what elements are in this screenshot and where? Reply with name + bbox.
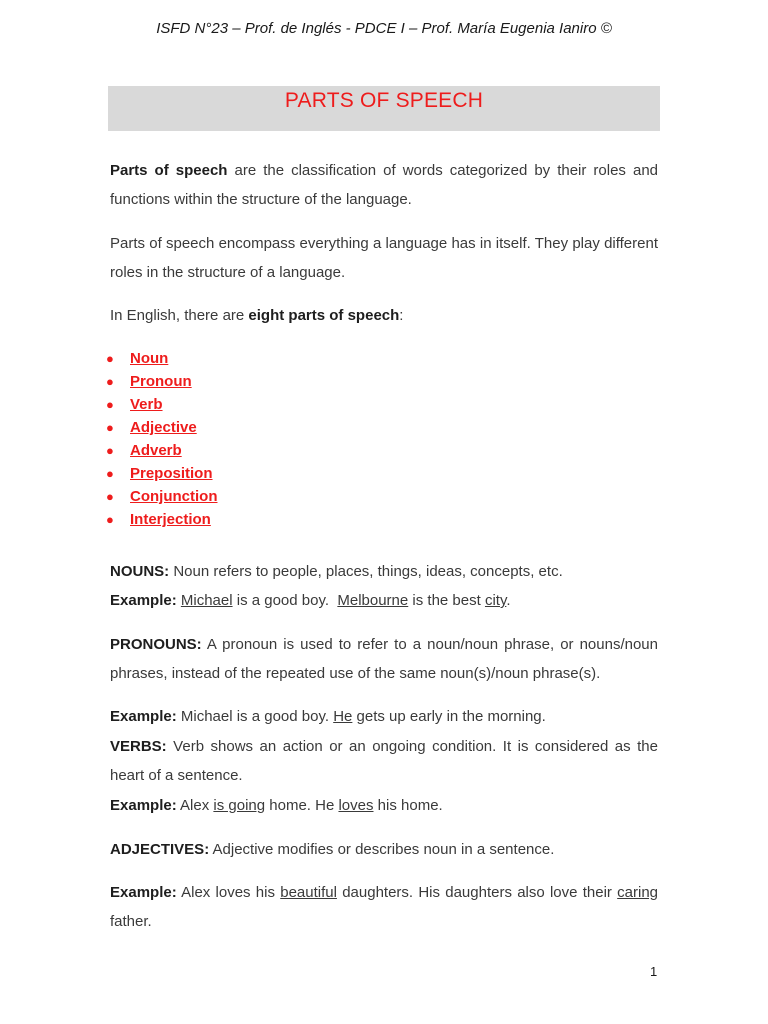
link-adjective[interactable]: Adjective [130, 419, 197, 436]
nouns-definition-text: Noun refers to people, places, things, ideas, concepts, etc. [169, 563, 563, 580]
adjectives-definition [110, 835, 658, 864]
bullet-icon: ● [106, 443, 114, 458]
bullet-icon: ● [106, 420, 114, 435]
list-item [106, 508, 410, 531]
example-text: . [506, 592, 511, 609]
link-interjection[interactable]: Interjection [130, 511, 211, 528]
intro-paragraph-3 [110, 301, 658, 330]
intro-paragraph-1 [110, 156, 658, 214]
link-adverb[interactable]: Adverb [130, 442, 182, 459]
bullet-icon: ● [106, 351, 114, 366]
bullet-icon: ● [106, 374, 114, 389]
link-conjunction[interactable]: Conjunction [130, 488, 218, 505]
underlined-word: city [484, 592, 507, 609]
underlined-word: loves [338, 797, 374, 814]
verbs-example [110, 791, 658, 820]
example-text: is the best [408, 592, 485, 609]
intro-emphasis: eight parts of speech [248, 307, 400, 324]
bullet-icon: ● [106, 466, 114, 481]
verbs-heading: VERBS: [110, 738, 167, 755]
page-number: 1 [650, 964, 658, 979]
list-item [106, 393, 410, 416]
intro-definition: are the classification of words categorized by their roles and functions within the structure of the language. [110, 162, 658, 208]
underlined-word: caring [617, 884, 659, 901]
example-text: Alex [176, 797, 214, 814]
link-pronoun[interactable]: Pronoun [130, 373, 192, 390]
intro-text: In English, there are [110, 307, 249, 324]
example-label: Example: [110, 592, 177, 609]
underlined-word: beautiful [280, 884, 337, 901]
list-item [106, 370, 410, 393]
example-text: father. [110, 913, 152, 930]
example-text: daughters. His daughters also love their [336, 884, 618, 901]
list-item [106, 462, 410, 485]
example-text: home. He [265, 797, 339, 814]
intro-colon: : [399, 307, 404, 324]
list-item [106, 485, 410, 508]
title-band [108, 86, 660, 131]
nouns-heading: NOUNS: [110, 563, 170, 580]
pronouns-definition [110, 630, 658, 688]
bullet-icon: ● [106, 489, 114, 504]
parts-of-speech-list [106, 347, 410, 531]
list-item [106, 347, 410, 370]
link-verb[interactable]: Verb [130, 396, 163, 413]
verbs-definition-text: Verb shows an action or an ongoing condition. It is considered as the heart of a sentence. [110, 738, 658, 784]
bullet-icon: ● [106, 512, 114, 527]
example-label: Example: [110, 884, 177, 901]
adjectives-heading: ADJECTIVES: [110, 841, 210, 858]
bullet-icon: ● [106, 397, 114, 412]
page-header: ISFD N°23 – Prof. de Inglés - PDCE I – Prof. María Eugenia Ianiro © [156, 20, 612, 37]
example-label: Example: [110, 708, 177, 725]
intro-paragraph-2: Parts of speech encompass everything a language has in itself. They play different roles in the structure of a language. [110, 235, 658, 281]
pronouns-definition-text: A pronoun is used to refer to a noun/noun phrase, or nouns/noun phrases, instead of the repeated use of the same noun(s)/noun phrase(s). [110, 636, 658, 682]
example-text: gets up early in the morning. [352, 708, 546, 725]
adjectives-definition-text: Adjective modifies or describes noun in a sentence. [209, 841, 555, 858]
example-text: Alex loves his [176, 884, 281, 901]
underlined-word: Melbourne [337, 592, 409, 609]
page-title: PARTS OF SPEECH [284, 89, 484, 112]
example-text: Michael is a good boy. [176, 708, 334, 725]
list-item [106, 416, 410, 439]
list-item [106, 439, 410, 462]
verbs-definition [110, 732, 658, 790]
link-preposition[interactable]: Preposition [130, 465, 213, 482]
example-label: Example: [110, 797, 177, 814]
nouns-definition [110, 557, 658, 586]
underlined-word: He [333, 708, 353, 725]
link-noun[interactable]: Noun [130, 350, 169, 367]
pronouns-heading: PRONOUNS: [110, 636, 202, 653]
example-text: is a good boy. [232, 592, 338, 609]
underlined-word: is going [213, 797, 266, 814]
pronouns-example [110, 702, 658, 731]
example-text: his home. [373, 797, 443, 814]
intro-term: Parts of speech [110, 162, 228, 179]
nouns-example [110, 586, 658, 615]
underlined-word: Michael [180, 592, 233, 609]
adjectives-example [110, 878, 658, 936]
